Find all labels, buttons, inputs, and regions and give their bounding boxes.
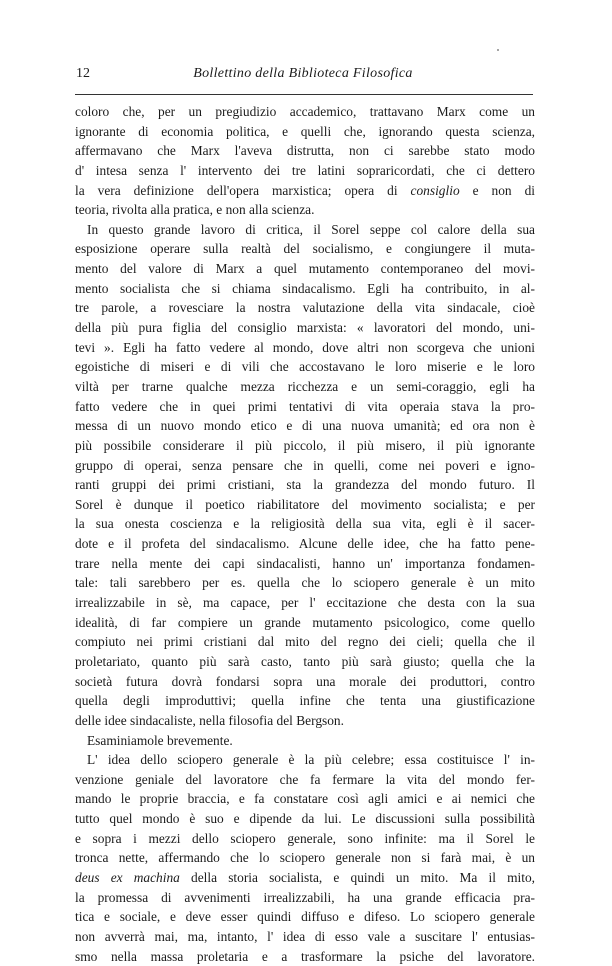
text-line: L' idea dello sciopero generale è la più celebre; essa costituisce l' in- [87,752,535,768]
text-line: tutto quel mondo è suo e dipende da lui. Le discussioni sulla possibilità [75,811,535,827]
text-line [75,868,535,888]
text-line: ranti gruppi dei primi cristiani, sta la grandezza del mondo futuro. Il [75,477,535,493]
text-line: tale: tali sarebbero per es. quella che lo sciopero generale è un mito [75,575,535,591]
text-line: smo nella massa proletaria e a trasformare la psiche del lavoratore. [75,948,535,964]
text-line: proletariato, quanto più sarà casto, tanto più sarà giusto; quella che la [75,653,535,669]
text-line: d' intesa senza l' intervento dei tre latini sopraricordati, che ci dettero [75,162,535,178]
page-number: 12 [76,66,90,81]
body-text [75,102,535,966]
text-line [75,181,535,201]
text-line: quella degli improduttivi; quella infine che tenta una giustificazione [75,693,535,709]
text-line: In questo grande lavoro di critica, il Sorel seppe col calore della sua [87,221,535,237]
text-line: e sopra i mezzi dello sciopero generale, sono infinite: ma il Sorel le [75,830,535,846]
text-line: egoistiche di miseri e di vili che accostavano le loro miserie e le loro [75,359,535,375]
text-line: delle idee sindacaliste, nella filosofia del Bergson. [75,712,344,728]
text-line: compiuto nei primi cristiani dal mito del regno dei cieli; quella che il [75,634,535,650]
text-line: teoria, rivolta alla pratica, e non alla scienza. [75,202,315,218]
italic-term: consiglio [410,182,460,198]
text-line: la promessa di avvenimenti irrealizzabili, ha una grande efficacia pra- [75,889,535,905]
text-line: idealità, di far compiere un grande mutamento psicologico, come quello [75,614,535,630]
text-line: trare nella mente dei capi sindacalisti, hanno un' importanza fondamen- [75,555,535,571]
text-line: non avverrà mai, ma, intanto, l' idea di esso vale a suscitare l' entusias- [75,928,535,944]
text-line: messa di un nuovo mondo etico e di una nuova umanità; ed ora non è [75,418,535,434]
text-line: gruppo di operai, senza pensare che in quelli, come nei poveri e igno- [75,457,535,473]
text-line: irrealizzabile in sè, ma capace, per l' eccitazione che desta con la sua [75,595,535,611]
text-line: fatto vedere che in quei primi tentativi di vita operaia stava la pro- [75,398,535,414]
text-line: mento socialista che si chiama sindacalismo. Egli ha contribuito, in al- [75,280,535,296]
text-line: più possibile considerare il più piccolo, il più misero, il più ignorante [75,437,535,453]
text-line: società futura dovrà fondarsi sopra una morale dei produttori, contro [75,673,535,689]
running-title: Bollettino della Biblioteca Filosofica [193,66,413,81]
text-line: venzione geniale del lavoratore che fa fermare la vita del mondo fer- [75,771,535,787]
header-rule [75,94,533,95]
text-span: e non di [459,182,535,198]
text-span: la vera definizione dell'opera marxistica; opera di [75,182,398,198]
text-line: della più pura figlia del consiglio marxista: « lavoratori del mondo, uni- [75,320,535,336]
text-line: coloro che, per un pregiudizio accademico, trattavano Marx come un [75,104,535,119]
text-line: Esaminiamole brevemente. [87,732,233,748]
text-line: mento del valore di Marx a quel mutamento contemporaneo del movi- [75,261,535,277]
text-line: tevi ». Egli ha fatto vedere al mondo, dove altri non scorgeva che unioni [75,339,535,355]
page-header [68,66,538,86]
text-line: esposizione operare sulla realtà del socialismo, e congiungere il muta- [75,241,535,257]
text-span: della storia socialista, e quindi un mito. Ma il mito, [179,869,535,885]
print-speck [497,49,499,51]
text-line: la sua onesta coscienza e la religiosità della sua vita, egli è il sacer- [75,516,535,532]
text-line: tronca nette, affermando che lo sciopero generale non si farà mai, è un [75,850,535,866]
text-line: ignorante di economia politica, e quelli che, ignorando questa scienza, [75,123,535,139]
text-line: viltà per trarne qualche mezza ricchezza e un semi-coraggio, egli ha [75,378,535,394]
text-line: tre parole, a rovesciare la nostra valutazione della vita sindacale, cioè [75,300,535,316]
text-line: mando le proprie braccia, e fa constatare così agli amici e ai nemici che [75,791,535,807]
text-line: Sorel è dunque il poetico riabilitatore del movimento socialista; e per [75,496,535,512]
text-line: tica e sociale, e deve esser quindi diffuso e difeso. Lo sciopero generale [75,909,535,925]
text-line: affermavano che Marx l'aveva distrutta, non ci sarebbe stato modo [75,143,535,159]
italic-term: deus ex machina [75,869,180,885]
text-line: dote e il profeta del sindacalismo. Alcune delle idee, che ha fatto pene- [75,536,535,552]
